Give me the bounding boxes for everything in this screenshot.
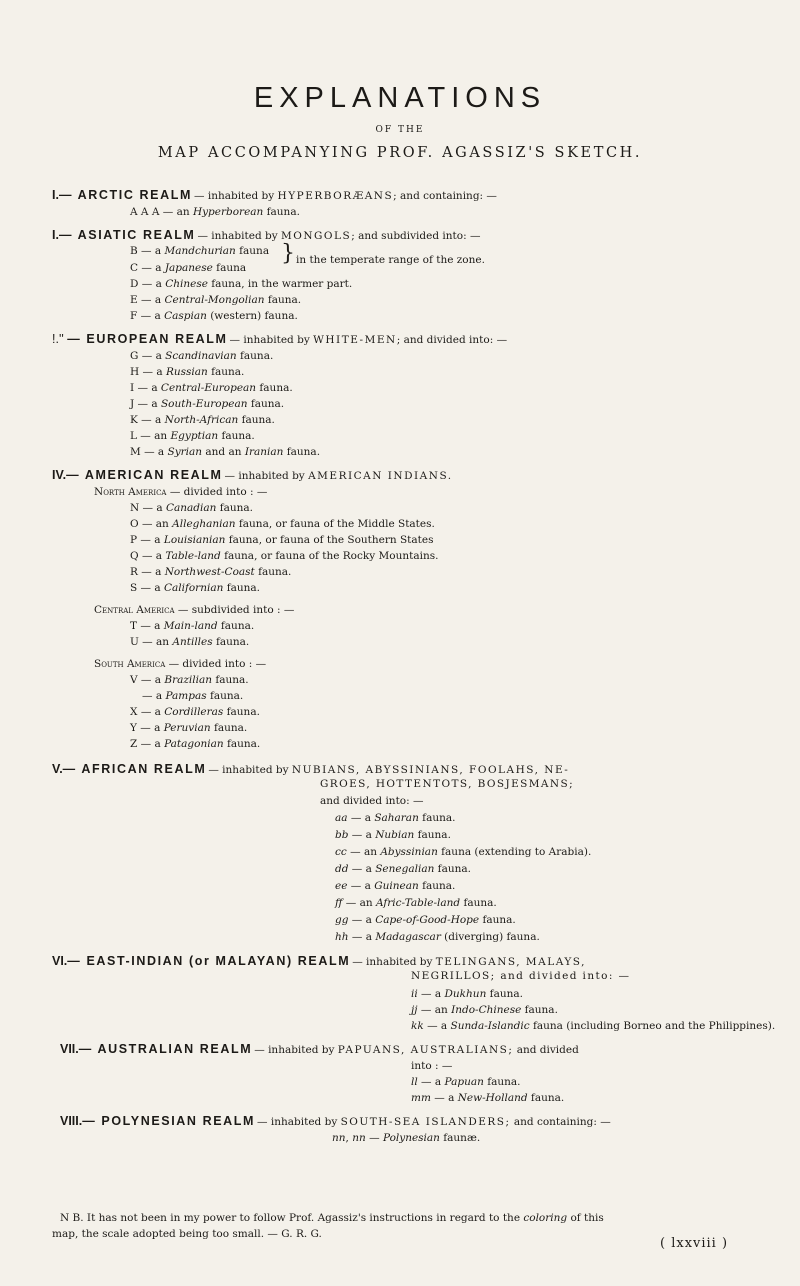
realm-description-continued: into : —: [411, 1060, 453, 1072]
fauna-entry: D — a Chinese fauna, in the warmer part.: [130, 278, 353, 290]
fauna-entry: aa — a Saharan fauna.: [335, 812, 456, 824]
realm-heading-african: V.— AFRICAN REALM — inhabited by NUBIANS, ABYSSINIANS, FOOLAHS, NE-: [52, 762, 570, 776]
footnote: N B. It has not been in my power to follow Prof. Agassiz's instructions in regard to the coloring of this: [60, 1212, 604, 1224]
realm-heading-australian: VII.— AUSTRALIAN REALM — inhabited by PAPUANS, AUSTRALIANS; and divided: [60, 1042, 579, 1056]
realm-heading-arctic: [52, 188, 497, 202]
realm-name: — ARCTIC REALM: [58, 188, 192, 202]
region-heading-south-america: South America — divided into : —: [94, 658, 267, 670]
fauna-entry: S — a Californian fauna.: [130, 582, 260, 594]
brace-note: in the temperate range of the zone.: [296, 254, 485, 266]
fauna-entry: ee — a Guinean fauna.: [335, 880, 456, 892]
page-subtitle: MAP ACCOMPANYING PROF. AGASSIZ'S SKETCH.: [157, 145, 643, 161]
fauna-entry: cc — an Abyssinian fauna (extending to Arabia).: [335, 846, 592, 858]
fauna-entry: ff — an Afric-Table-land fauna.: [335, 897, 497, 909]
realm-number: I.: [52, 188, 59, 202]
brace-icon: }: [281, 241, 295, 266]
realm-description-continued: NEGRILLOS; and divided into: —: [411, 970, 631, 982]
realm-heading-east-indian: VI.— EAST-INDIAN (or MALAYAN) REALM — inhabited by TELINGANS, MALAYS,: [52, 954, 586, 968]
footnote-continued: map, the scale adopted being too small. — G. R. G.: [52, 1228, 322, 1240]
realm-heading-polynesian: VIII.— POLYNESIAN REALM — inhabited by SOUTH-SEA ISLANDERS; and containing: —: [60, 1114, 611, 1128]
realm-heading-american: IV.— AMERICAN REALM — inhabited by AMERICAN INDIANS.: [52, 468, 453, 482]
fauna-entry: X — a Cordilleras fauna.: [130, 706, 260, 718]
fauna-entry: I — a Central-European fauna.: [130, 382, 293, 394]
fauna-entry: L — an Egyptian fauna.: [130, 430, 255, 442]
region-heading-central-america: Central America — subdivided into : —: [94, 604, 295, 616]
fauna-entry: P — a Louisianian fauna, or fauna of the Southern States: [130, 534, 434, 546]
fauna-entry: nn, nn — Polynesian faunæ.: [332, 1132, 481, 1144]
fauna-entry: Y — a Peruvian fauna.: [130, 722, 248, 734]
fauna-entry: jj — an Indo-Chinese fauna.: [411, 1004, 558, 1016]
fauna-entry: ii — a Dukhun fauna.: [411, 988, 523, 1000]
fauna-entry: A A A — an Hyperborean fauna.: [130, 206, 300, 218]
fauna-entry: E — a Central-Mongolian fauna.: [130, 294, 302, 306]
realm-heading-asiatic: I.— ASIATIC REALM — inhabited by MONGOLS; and subdivided into: —: [52, 228, 481, 242]
fauna-entry: U — an Antilles fauna.: [130, 636, 250, 648]
page-number: ( lxxviii ): [660, 1236, 729, 1251]
fauna-entry: N — a Canadian fauna.: [130, 502, 253, 514]
fauna-entry: R — a Northwest-Coast fauna.: [130, 566, 292, 578]
fauna-entry: K — a North-African fauna.: [130, 414, 275, 426]
fauna-entry: gg — a Cape-of-Good-Hope fauna.: [335, 914, 516, 926]
fauna-entry: — a Pampas fauna.: [142, 690, 244, 702]
realm-heading-european: !.'' — EUROPEAN REALM — inhabited by WHITE-MEN; and divided into: —: [52, 332, 508, 346]
fauna-entry: hh — a Madagascar (diverging) fauna.: [335, 931, 540, 943]
page-title: EXPLANATIONS: [253, 82, 547, 114]
fauna-entry: ll — a Papuan fauna.: [411, 1076, 521, 1088]
realm-description-continued: and divided into: —: [320, 795, 424, 807]
fauna-entry: F — a Caspian (western) fauna.: [130, 310, 298, 322]
fauna-entry: O — an Allegh​anian fauna, or fauna of the Middle States.: [130, 518, 435, 530]
fauna-entry: dd — a Senegalian fauna.: [335, 863, 471, 875]
fauna-entry: C — a Japanese fauna: [130, 262, 247, 274]
fauna-entry: kk — a Sunda-Islandic fauna (including Borneo and the Philippines).: [411, 1020, 776, 1032]
title-connector: OF THE: [375, 125, 425, 135]
fauna-entry: mm — a New-Holland fauna.: [411, 1092, 565, 1104]
fauna-entry: G — a Scandinavian fauna.: [130, 350, 274, 362]
fauna-entry: Q — a Table-land fauna, or fauna of the Rocky Mountains.: [130, 550, 439, 562]
realm-description-continued: GROES, HOTTENTOTS, BOSJESMANS;: [320, 778, 575, 790]
fauna-entry: bb — a Nubian fauna.: [335, 829, 451, 841]
fauna-entry: M — a Syrian and an Iranian fauna.: [130, 446, 321, 458]
region-heading-north-america: North America — divided into : —: [94, 486, 268, 498]
fauna-entry: J — a South-European fauna.: [130, 398, 285, 410]
fauna-entry: B — a Mandchurian fauna: [130, 245, 270, 257]
fauna-entry: V — a Brazilian fauna.: [130, 674, 249, 686]
fauna-entry: Z — a Patagonian fauna.: [130, 738, 261, 750]
fauna-entry: T — a Main-land fauna.: [130, 620, 255, 632]
realm-description: — inhabited by HYPERBORÆANS; and containing: —: [194, 190, 497, 202]
fauna-entry: H — a Russian fauna.: [130, 366, 245, 378]
